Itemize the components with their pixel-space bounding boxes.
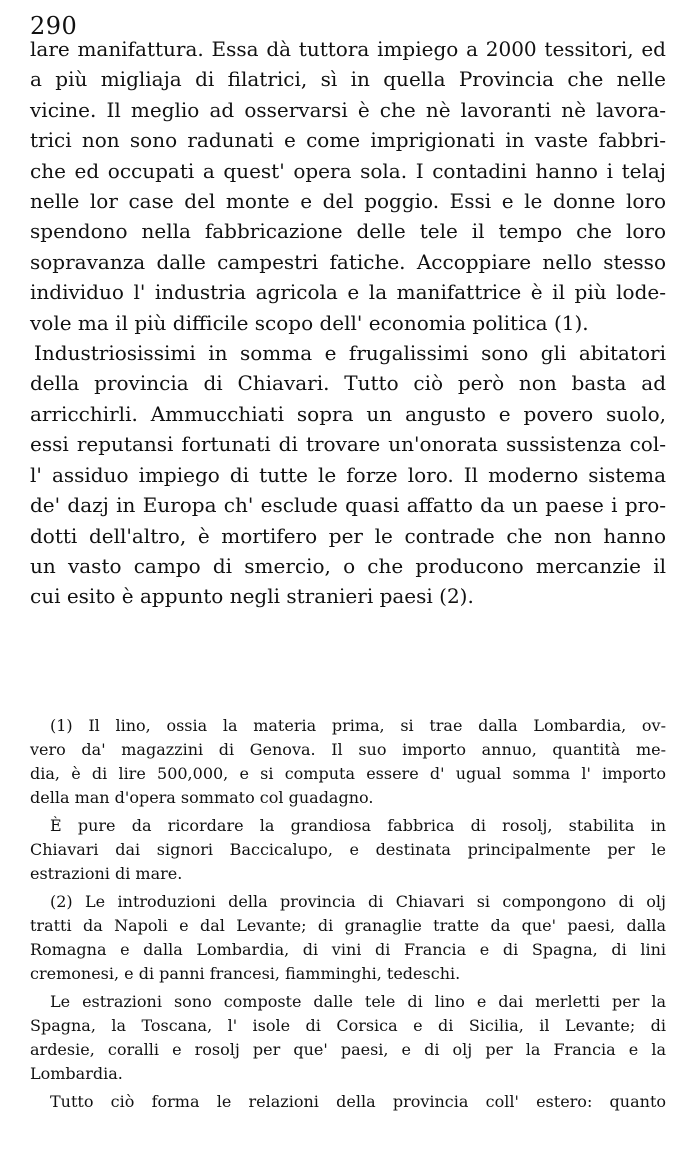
footnote-line: dia, è di lire 500,000, e si computa essere d' ugual somma l' importo bbox=[30, 764, 666, 783]
footnote-1 bbox=[30, 714, 666, 810]
footnote-line: Lombardia. bbox=[30, 1064, 123, 1083]
text-line: cui esito è appunto negli stranieri paesi (2). bbox=[30, 584, 474, 609]
footnote-line: Chiavari dai signori Baccicalupo, e destinata principalmente per le bbox=[30, 840, 666, 859]
footnote-2-continuation bbox=[30, 990, 666, 1086]
footnote-line: Romagna e dalla Lombardia, di vini di Francia e di Spagna, di lini bbox=[30, 940, 666, 959]
main-text-body bbox=[30, 34, 666, 612]
footnote-line: ardesie, coralli e rosolj per que' paesi, e di olj per la Francia e la bbox=[30, 1040, 666, 1059]
text-line: essi reputansi fortunati di trovare un'onorata sussistenza col- bbox=[30, 432, 666, 457]
text-line: spendono nella fabbricazione delle tele il tempo che loro bbox=[30, 219, 666, 244]
page-number: 290 bbox=[30, 12, 78, 40]
footnote-line: (1) Il lino, ossia la materia prima, si trae dalla Lombardia, ov- bbox=[50, 716, 666, 735]
footnote-line: Tutto ciò forma le relazioni della provincia coll' estero: quanto bbox=[50, 1092, 666, 1111]
text-line: della provincia di Chiavari. Tutto ciò però non basta ad bbox=[30, 371, 666, 396]
footnote-line: (2) Le introduzioni della provincia di Chiavari si compongono di olj bbox=[50, 892, 666, 911]
text-line: individuo l' industria agricola e la manifattrice è il più lode- bbox=[30, 280, 666, 305]
footnote-line: Spagna, la Toscana, l' isole di Corsica e di Sicilia, il Levante; di bbox=[30, 1016, 666, 1035]
text-line: trici non sono radunati e come imprigionati in vaste fabbri- bbox=[30, 128, 666, 153]
text-line: vicine. Il meglio ad osservarsi è che nè lavoranti nè lavora- bbox=[30, 97, 666, 122]
text-line: un vasto campo di smercio, o che producono mercanzie il bbox=[30, 553, 666, 578]
text-line: arricchirli. Ammucchiati sopra un angusto e povero suolo, bbox=[30, 401, 666, 426]
text-line: che ed occupati a quest' opera sola. I contadini hanno i telaj bbox=[30, 158, 666, 183]
footnote-1-continuation bbox=[30, 814, 666, 886]
footnote-line: Le estrazioni sono composte dalle tele di lino e dai merletti per la bbox=[50, 992, 666, 1011]
text-line: vole ma il più difficile scopo dell' economia politica (1). bbox=[30, 310, 589, 335]
text-line: lare manifattura. Essa dà tuttora impiego a 2000 tessitori, ed bbox=[30, 37, 666, 61]
footnote-line: cremonesi, e di panni francesi, fiamminghi, tedeschi. bbox=[30, 964, 461, 983]
text-line: Industriosissimi in somma e frugalissimi sono gli abitatori bbox=[34, 341, 666, 366]
footnote-2 bbox=[30, 890, 666, 986]
footnote-line: estrazioni di mare. bbox=[30, 864, 183, 883]
footnote-line: vero da' magazzini di Genova. Il suo importo annuo, quantità me- bbox=[30, 740, 666, 759]
text-line: dotti dell'altro, è mortifero per le contrade che non hanno bbox=[30, 523, 666, 548]
text-line: sopravanza dalle campestri fatiche. Accoppiare nello stesso bbox=[30, 249, 666, 274]
footnote-line: della man d'opera sommato col guadagno. bbox=[30, 788, 374, 807]
text-line: nelle lor case del monte e del poggio. Essi e le donne loro bbox=[30, 189, 666, 214]
footnote-2-final bbox=[30, 1090, 666, 1114]
text-line: l' assiduo impiego di tutte le forze loro. Il moderno sistema bbox=[30, 462, 666, 487]
text-line: de' dazj in Europa ch' esclude quasi affatto da un paese i pro- bbox=[30, 493, 666, 518]
footnotes bbox=[30, 714, 666, 1118]
footnote-line: È pure da ricordare la grandiosa fabbrica di rosolj, stabilita in bbox=[50, 816, 666, 835]
footnote-line: tratti da Napoli e dal Levante; di granaglie tratte da que' paesi, dalla bbox=[30, 916, 666, 935]
text-line: a più migliaja di filatrici, sì in quella Provincia che nelle bbox=[30, 67, 666, 92]
